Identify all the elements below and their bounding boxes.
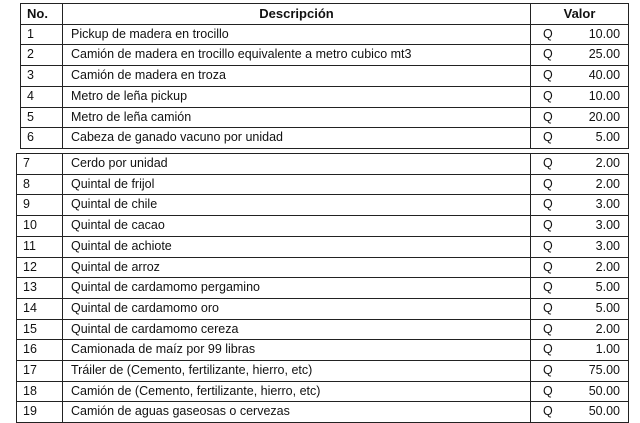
row-number: 6 xyxy=(21,128,63,149)
row-value: 5.00 xyxy=(571,278,629,299)
table-row xyxy=(21,107,629,128)
row-number: 2 xyxy=(21,45,63,66)
row-number: 9 xyxy=(17,195,63,216)
row-description: Quintal de cardamomo cereza xyxy=(63,319,531,340)
header-valor: Valor xyxy=(531,4,629,25)
table-body-bottom xyxy=(17,154,629,423)
row-description: Quintal de arroz xyxy=(63,257,531,278)
row-description: Metro de leña camión xyxy=(63,107,531,128)
row-number: 17 xyxy=(17,361,63,382)
row-currency: Q xyxy=(531,257,571,278)
table-row xyxy=(17,298,629,319)
row-value: 5.00 xyxy=(571,298,629,319)
row-currency: Q xyxy=(531,298,571,319)
row-value: 1.00 xyxy=(571,340,629,361)
row-value: 50.00 xyxy=(571,381,629,402)
row-number: 15 xyxy=(17,319,63,340)
table-row xyxy=(17,195,629,216)
row-value: 2.00 xyxy=(571,174,629,195)
row-description: Quintal de chile xyxy=(63,195,531,216)
header-descripcion: Descripción xyxy=(63,4,531,25)
table-row xyxy=(21,66,629,87)
table-row xyxy=(17,236,629,257)
row-value: 75.00 xyxy=(571,361,629,382)
row-description: Quintal de frijol xyxy=(63,174,531,195)
row-value: 10.00 xyxy=(571,24,629,45)
row-currency: Q xyxy=(531,278,571,299)
row-description: Pickup de madera en trocillo xyxy=(63,24,531,45)
row-value: 25.00 xyxy=(571,45,629,66)
table-body-top xyxy=(21,24,629,148)
table-row xyxy=(17,278,629,299)
row-currency: Q xyxy=(531,381,571,402)
table-row xyxy=(17,319,629,340)
row-number: 11 xyxy=(17,236,63,257)
row-currency: Q xyxy=(531,402,571,423)
tariff-table-top xyxy=(20,3,629,149)
row-value: 3.00 xyxy=(571,236,629,257)
row-number: 5 xyxy=(21,107,63,128)
row-number: 4 xyxy=(21,86,63,107)
row-description: Quintal de cardamomo pergamino xyxy=(63,278,531,299)
row-number: 12 xyxy=(17,257,63,278)
row-value: 5.00 xyxy=(571,128,629,149)
row-number: 8 xyxy=(17,174,63,195)
row-number: 18 xyxy=(17,381,63,402)
row-value: 2.00 xyxy=(571,319,629,340)
row-description: Camión de (Cemento, fertilizante, hierro, etc) xyxy=(63,381,531,402)
row-description: Camionada de maíz por 99 libras xyxy=(63,340,531,361)
row-currency: Q xyxy=(531,86,571,107)
row-currency: Q xyxy=(531,128,571,149)
row-number: 3 xyxy=(21,66,63,87)
table-row xyxy=(17,381,629,402)
row-description: Quintal de cardamomo oro xyxy=(63,298,531,319)
row-description: Cabeza de ganado vacuno por unidad xyxy=(63,128,531,149)
row-value: 2.00 xyxy=(571,257,629,278)
row-description: Camión de madera en troza xyxy=(63,66,531,87)
table-row xyxy=(17,402,629,423)
table-row xyxy=(17,257,629,278)
row-number: 10 xyxy=(17,216,63,237)
row-number: 14 xyxy=(17,298,63,319)
header-no: No. xyxy=(21,4,63,25)
table-row xyxy=(17,361,629,382)
row-currency: Q xyxy=(531,195,571,216)
row-number: 16 xyxy=(17,340,63,361)
row-value: 10.00 xyxy=(571,86,629,107)
row-description: Cerdo por unidad xyxy=(63,154,531,175)
table-row xyxy=(17,340,629,361)
row-currency: Q xyxy=(531,361,571,382)
row-value: 40.00 xyxy=(571,66,629,87)
row-currency: Q xyxy=(531,236,571,257)
row-number: 19 xyxy=(17,402,63,423)
row-value: 3.00 xyxy=(571,195,629,216)
row-currency: Q xyxy=(531,45,571,66)
row-currency: Q xyxy=(531,66,571,87)
row-currency: Q xyxy=(531,216,571,237)
row-description: Camión de aguas gaseosas o cervezas xyxy=(63,402,531,423)
tariff-table-bottom xyxy=(16,153,629,423)
row-value: 3.00 xyxy=(571,216,629,237)
row-description: Camión de madera en trocillo equivalente a metro cubico mt3 xyxy=(63,45,531,66)
row-description: Quintal de cacao xyxy=(63,216,531,237)
row-number: 1 xyxy=(21,24,63,45)
row-value: 50.00 xyxy=(571,402,629,423)
row-description: Metro de leña pickup xyxy=(63,86,531,107)
row-value: 20.00 xyxy=(571,107,629,128)
table-row xyxy=(21,45,629,66)
row-number: 13 xyxy=(17,278,63,299)
table-row xyxy=(21,86,629,107)
table-row xyxy=(17,174,629,195)
row-description: Tráiler de (Cemento, fertilizante, hierro, etc) xyxy=(63,361,531,382)
row-currency: Q xyxy=(531,24,571,45)
row-currency: Q xyxy=(531,340,571,361)
table-header-row xyxy=(21,4,629,25)
table-row xyxy=(17,216,629,237)
row-value: 2.00 xyxy=(571,154,629,175)
row-currency: Q xyxy=(531,107,571,128)
row-currency: Q xyxy=(531,319,571,340)
row-currency: Q xyxy=(531,174,571,195)
table-row xyxy=(21,128,629,149)
table-row xyxy=(21,24,629,45)
table-row xyxy=(17,154,629,175)
row-number: 7 xyxy=(17,154,63,175)
row-description: Quintal de achiote xyxy=(63,236,531,257)
row-currency: Q xyxy=(531,154,571,175)
